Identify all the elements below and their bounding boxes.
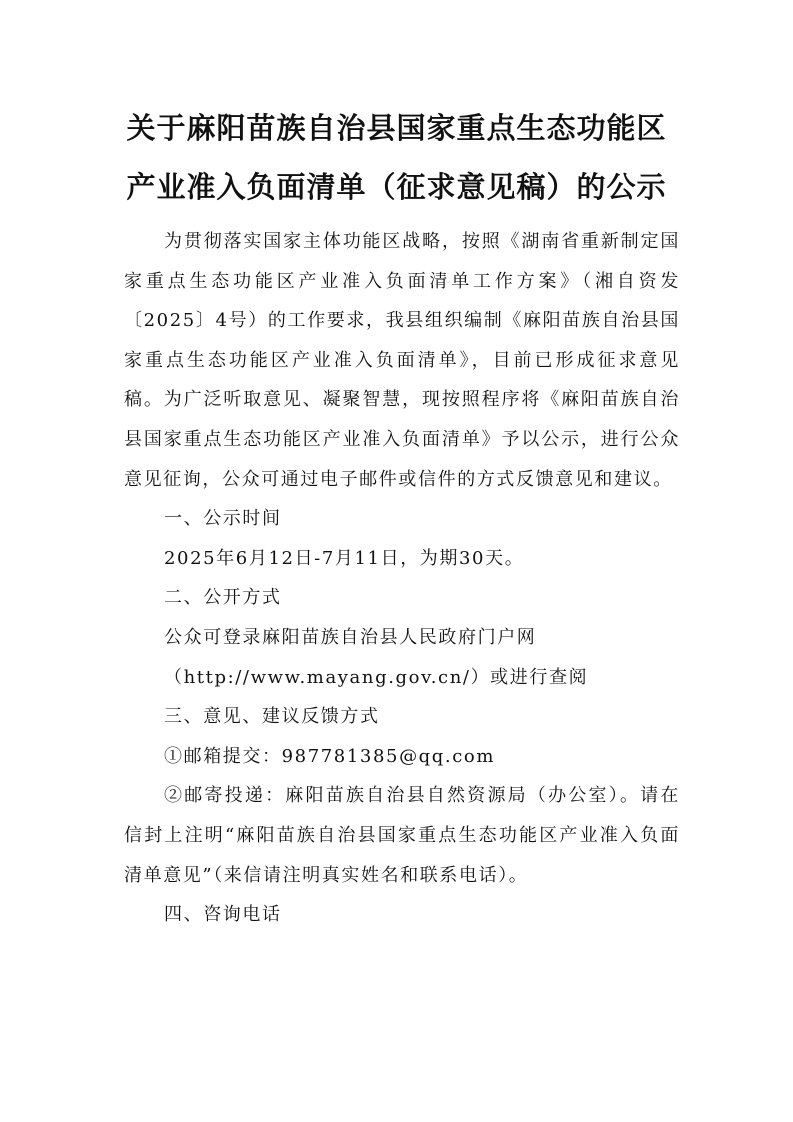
section-3-heading: 三、意见、建议反馈方式 (164, 706, 380, 728)
title-line-2: 产业准入负面清单（征求意见稿）的公示 (126, 170, 667, 204)
document-body (124, 222, 680, 935)
section-2-heading: 二、公开方式 (164, 587, 282, 609)
section-1-text: 2025年6月12日-7月11日，为期30天。 (164, 547, 525, 569)
intro-paragraph: 为贯彻落实国家主体功能区战略，按照《湖南省重新制定国家重点生态功能区产业准入负面清单工作方案》（湘自资发〔2025〕4号）的工作要求，我县组织编制《麻阳苗族自治县国家重点生态功能区产业准入负面清单》，目前已形成征求意见稿。为广泛听取意见、凝聚智慧，现按照程序将《麻阳苗族自治县国家重点生态功能区产业准入负面清单》予以公示，进行公众意见征询，公众可通过电子邮件或信件的方式反馈意见和建议。 (124, 231, 680, 490)
title-line-1: 关于麻阳苗族自治县国家重点生态功能区 (126, 111, 667, 145)
section-2-text-1: 公众可登录麻阳苗族自治县人民政府门户网 (164, 626, 537, 648)
section-4-heading: 四、咨询电话 (164, 904, 282, 926)
section-1-heading: 一、公示时间 (164, 508, 282, 530)
section-2-text-2: （http://www.mayang.gov.cn/）或进行查阅 (164, 666, 589, 688)
section-3-email: ①邮箱提交：987781385@qq.com (164, 745, 496, 767)
section-3-mail: ②邮寄投递：麻阳苗族自治县自然资源局（办公室）。请在信封上注明“麻阳苗族自治县国家重点生态功能区产业准入负面清单意见”（来信请注明真实姓名和联系电话）。 (124, 785, 680, 886)
